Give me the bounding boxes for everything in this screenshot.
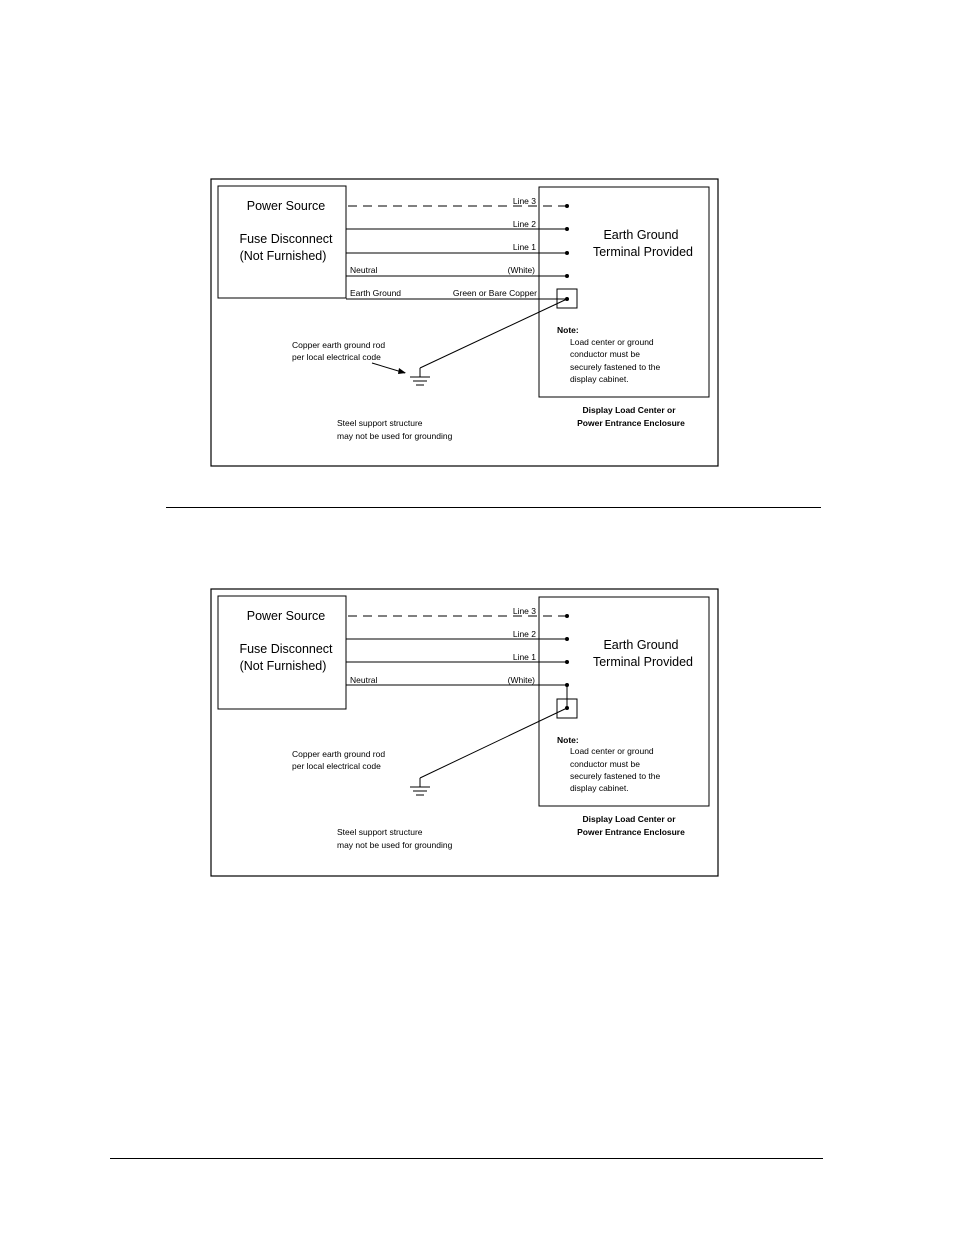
ground-rod-conductor [420, 708, 567, 778]
line2-label: Line 2 [512, 219, 536, 229]
steel-label-line: Steel support structure [337, 827, 423, 837]
rod-label-line: Copper earth ground rod [292, 340, 386, 350]
note-title: Note: [557, 735, 579, 745]
note-line: conductor must be [570, 759, 640, 769]
note-line: securely fastened to the [570, 771, 661, 781]
line1-terminal [565, 660, 569, 664]
enclosure-label-line: Display Load Center or [582, 814, 676, 824]
neutral-color-label: (White) [507, 675, 535, 685]
line1-label: Line 1 [512, 242, 536, 252]
note-line: Load center or ground [570, 337, 654, 347]
neutral-label: Neutral [350, 265, 378, 275]
note-title: Note: [557, 325, 579, 335]
neutral-color-label: (White) [507, 265, 535, 275]
steel-label-line: may not be used for grounding [337, 840, 453, 850]
enclosure-label-line: Display Load Center or [582, 405, 676, 415]
terminal-provided-line2: Terminal Provided [592, 245, 694, 259]
line1-label: Line 1 [512, 652, 536, 662]
terminal-provided-line2: Terminal Provided [592, 655, 694, 669]
line3-label: Line 3 [512, 606, 536, 616]
note-line: conductor must be [570, 349, 640, 359]
line3-label: Line 3 [512, 196, 536, 206]
terminal-provided-line1: Earth Ground [603, 638, 679, 652]
earth-ground-label: Earth Ground [350, 288, 402, 298]
rod-label-line: per local electrical code [292, 761, 381, 771]
line2-label: Line 2 [512, 629, 536, 639]
fuse-disconnect-label: Fuse Disconnect [239, 642, 333, 656]
power-source-label: Power Source [246, 199, 326, 213]
neutral-label: Neutral [350, 675, 378, 685]
note-line: display cabinet. [570, 783, 629, 793]
steel-label-line: may not be used for grounding [337, 431, 453, 441]
steel-label-line: Steel support structure [337, 418, 423, 428]
note-line: Load center or ground [570, 746, 654, 756]
line2-terminal [565, 637, 569, 641]
rod-label-line: Copper earth ground rod [292, 749, 386, 759]
line3-terminal [565, 614, 569, 618]
rod-label-line: per local electrical code [292, 352, 381, 362]
fuse-disconnect-label: Fuse Disconnect [239, 232, 333, 246]
not-furnished-label: (Not Furnished) [239, 249, 327, 263]
terminal-provided-line1: Earth Ground [603, 228, 679, 242]
enclosure-label-line: Power Entrance Enclosure [577, 827, 685, 837]
power-source-label: Power Source [246, 609, 326, 623]
ground-terminal [565, 706, 569, 710]
note-line: securely fastened to the [570, 362, 661, 372]
neutral-terminal [565, 683, 569, 687]
note-line: display cabinet. [570, 374, 629, 384]
enclosure-label-line: Power Entrance Enclosure [577, 418, 685, 428]
not-furnished-label: (Not Furnished) [239, 659, 327, 673]
earth-ground-color-label: Green or Bare Copper [452, 288, 537, 298]
